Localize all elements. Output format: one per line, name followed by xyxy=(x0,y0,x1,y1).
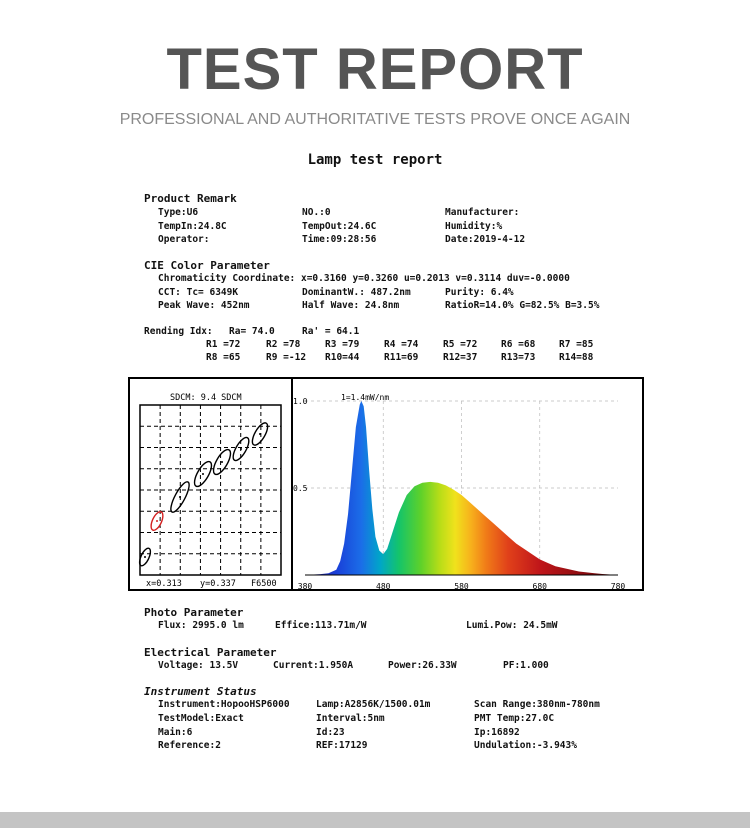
spectrum-x-tick-label: 380 xyxy=(297,582,313,589)
electrical-voltage: Voltage: 13.5V xyxy=(158,660,239,671)
spectrum-y-ticks xyxy=(293,397,308,493)
sdcm-grid xyxy=(140,405,281,575)
hero-title: TEST REPORT xyxy=(166,37,584,102)
product-temp-in: TempIn:24.8C xyxy=(158,221,227,232)
product-manufacturer: Manufacturer: xyxy=(445,207,520,218)
instrument-undulation: Undulation:-3.943% xyxy=(474,740,577,751)
electrical-power: Power:26.33W xyxy=(388,660,457,671)
instrument-pmt-temp: PMT Temp:27.0C xyxy=(474,713,555,724)
instrument-name: Instrument:HopooHSP6000 xyxy=(158,699,290,710)
sdcm-ellipse-center xyxy=(259,433,261,435)
spectrum-chart xyxy=(293,379,642,589)
sdcm-y-coord: y=0.337 xyxy=(200,579,236,589)
product-no: NO.:0 xyxy=(302,207,331,218)
product-date: Date:2019-4-12 xyxy=(445,234,526,245)
instrument-test-model: TestModel:Exact xyxy=(158,713,244,724)
instrument-main: Main:6 xyxy=(158,727,193,738)
rendering-r10: R10=44 xyxy=(325,352,360,363)
cie-heading: CIE Color Parameter xyxy=(144,259,270,272)
spectrum-y-tick-label: 1.0 xyxy=(293,397,308,406)
sdcm-ellipse-center xyxy=(202,473,204,475)
product-remark-heading: Product Remark xyxy=(144,192,237,205)
photo-lumi-pow: Lumi.Pow: 24.5mW xyxy=(466,620,558,631)
spectrum-x-tick-label: 680 xyxy=(532,582,547,589)
rendering-r12: R12=37 xyxy=(443,352,478,363)
photo-efficiency: Effice:113.71m/W xyxy=(275,620,367,631)
sdcm-ellipse-center xyxy=(240,448,242,450)
sdcm-ellipses xyxy=(137,421,270,568)
instrument-scan-range: Scan Range:380nm-780nm xyxy=(474,699,600,710)
cie-chromaticity: Chromaticity Coordinate: x=0.3160 y=0.3260 u=0.2013 v=0.3114 duv=-0.0000 xyxy=(158,273,570,284)
instrument-lamp: Lamp:A2856K/1500.01m xyxy=(316,699,431,710)
rendering-r1: R1 =72 xyxy=(206,339,241,350)
cie-dominant: DominantW.: 487.2nm xyxy=(302,287,411,298)
instrument-heading: Instrument Status xyxy=(144,685,257,698)
sdcm-ellipse-center xyxy=(156,520,158,522)
rendering-r3: R3 =79 xyxy=(325,339,360,350)
report-title: Lamp test report xyxy=(307,152,443,168)
instrument-ip: Ip:16892 xyxy=(474,727,520,738)
product-operator: Operator: xyxy=(158,234,210,245)
rendering-r8: R8 =65 xyxy=(206,352,241,363)
cie-purity: Purity: 6.4% xyxy=(445,287,514,298)
cie-cct: CCT: Tc= 6349K xyxy=(158,287,239,298)
instrument-interval: Interval:5nm xyxy=(316,713,385,724)
sdcm-ellipse-center xyxy=(221,461,223,463)
photo-flux: Flux: 2995.0 lm xyxy=(158,620,244,631)
bottom-bar xyxy=(0,812,750,828)
electrical-current: Current:1.950A xyxy=(273,660,354,671)
rendering-r11: R11=69 xyxy=(384,352,419,363)
rendering-r14: R14=88 xyxy=(559,352,594,363)
hero-subtitle: PROFESSIONAL AND AUTHORITATIVE TESTS PROVE ONCE AGAIN xyxy=(119,111,631,128)
product-temp-out: TempOut:24.6C xyxy=(302,221,377,232)
sdcm-ellipse-center xyxy=(144,556,146,558)
spectrum-scale-note: 1=1.4mW/nm xyxy=(341,393,390,402)
rendering-r2: R2 =78 xyxy=(266,339,301,350)
spectrum-x-tick-label: 480 xyxy=(376,582,391,589)
sdcm-x-coord: x=0.313 xyxy=(146,579,182,589)
electrical-pf: PF:1.000 xyxy=(503,660,549,671)
rendering-r13: R13=73 xyxy=(501,352,536,363)
instrument-id: Id:23 xyxy=(316,727,345,738)
photo-heading: Photo Parameter xyxy=(144,606,244,619)
product-humidity: Humidity:% xyxy=(445,221,503,232)
rendering-r9: R9 =-12 xyxy=(266,352,307,363)
cie-half-wave: Half Wave: 24.8nm xyxy=(302,300,400,311)
rendering-r6: R6 =68 xyxy=(501,339,536,350)
rendering-ra-prime: Ra' = 64.1 xyxy=(302,326,360,337)
sdcm-title: SDCM: 9.4 SDCM xyxy=(170,393,242,403)
cie-ratio: RatioR=14.0% G=82.5% B=3.5% xyxy=(445,300,600,311)
cie-peak-wave: Peak Wave: 452nm xyxy=(158,300,250,311)
product-time: Time:09:28:56 xyxy=(302,234,377,245)
spectrum-x-tick-label: 580 xyxy=(454,582,469,589)
sdcm-ellipse-center xyxy=(179,496,181,498)
instrument-reference: Reference:2 xyxy=(158,740,221,751)
sdcm-reference: F6500 xyxy=(251,579,277,589)
spectrum-x-tick-label: 780 xyxy=(610,582,626,589)
spectrum-y-tick-label: 0.5 xyxy=(293,484,308,493)
electrical-heading: Electrical Parameter xyxy=(144,646,277,659)
sdcm-chart xyxy=(130,379,291,589)
instrument-ref: REF:17129 xyxy=(316,740,368,751)
rendering-ra: Ra= 74.0 xyxy=(229,326,275,337)
spectrum-x-ticks xyxy=(298,582,626,589)
rendering-r4: R4 =74 xyxy=(384,339,419,350)
rendering-r5: R5 =72 xyxy=(443,339,478,350)
rendering-heading: Rending Idx: xyxy=(144,326,213,337)
rendering-r7: R7 =85 xyxy=(559,339,594,350)
product-type: Type:U6 xyxy=(158,207,199,218)
